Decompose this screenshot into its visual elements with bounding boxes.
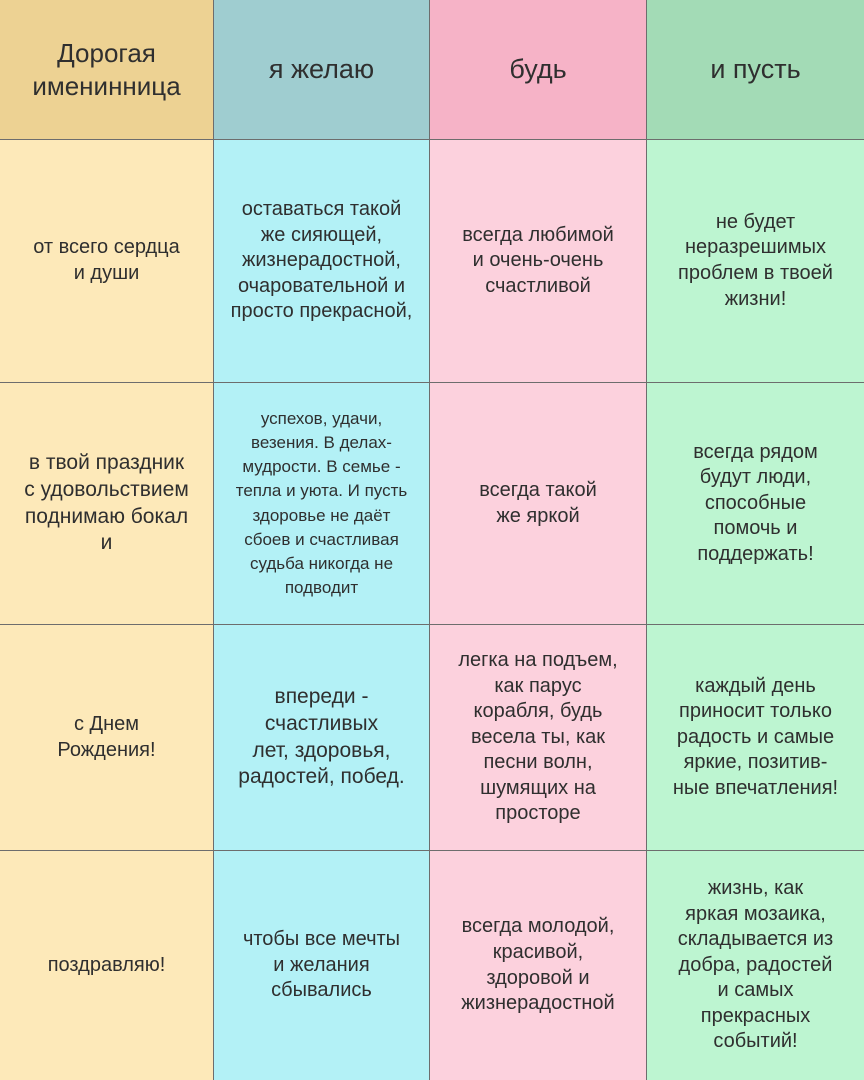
table-cell bbox=[430, 625, 647, 851]
table-cell bbox=[647, 851, 864, 1080]
cell-text: всегда такой же яркой bbox=[479, 478, 597, 527]
header-text: будь bbox=[509, 53, 567, 84]
table-cell bbox=[647, 140, 864, 383]
header-text: я желаю bbox=[268, 53, 375, 84]
cell-text: всегда молодой, красивой, здоровой и жизнерадостной bbox=[461, 915, 615, 1015]
cell-text: в твой праздник с удовольствием поднимаю бокал и bbox=[24, 450, 189, 555]
header-cell-let bbox=[647, 0, 864, 140]
cell-text: поздравляю! bbox=[47, 953, 166, 976]
cell-text: чтобы все мечты и желания сбывались bbox=[242, 928, 401, 1002]
table-cell bbox=[647, 625, 864, 851]
table-cell bbox=[214, 383, 430, 625]
cell-text: с Днем Рождения! bbox=[57, 712, 156, 761]
table-cell bbox=[0, 140, 214, 383]
header-text: и пусть bbox=[710, 53, 801, 84]
table-cell bbox=[647, 383, 864, 625]
cell-text: оставаться такой же сияющей, жизнерадостной, очаровательной и просто прекрасной, bbox=[230, 198, 413, 323]
cell-text: впереди - счастливых лет, здоровья, радостей, побед. bbox=[238, 684, 405, 789]
table-cell bbox=[214, 140, 430, 383]
table-cell bbox=[430, 140, 647, 383]
table-cell bbox=[0, 625, 214, 851]
header-cell-be bbox=[430, 0, 647, 140]
table-cell bbox=[214, 625, 430, 851]
header-cell-wish bbox=[214, 0, 430, 140]
header-text: Дорогая именинница bbox=[32, 38, 181, 101]
cell-text: от всего сердца и души bbox=[33, 236, 180, 284]
cell-text: жизнь, как яркая мозаика, складывается из добра, радостей и самых прекрасных событий! bbox=[677, 876, 834, 1053]
cell-text: всегда рядом будут люди, способные помочь и поддержать! bbox=[693, 440, 818, 565]
table-cell bbox=[214, 851, 430, 1080]
table-cell bbox=[430, 851, 647, 1080]
cell-text: успехов, удачи, везения. В делах- мудрости. В семье - тепла и уюта. И пусть здоровье не даёт сбоев и счастливая судьба никогда не подводит bbox=[235, 409, 408, 597]
cell-text: легка на подъем, как парус корабля, будь весела ты, как песни волн, шумящих на просторе bbox=[458, 648, 618, 825]
cell-text: не будет неразрешимых проблем в твоей жизни! bbox=[678, 210, 833, 310]
header-cell-addressee bbox=[0, 0, 214, 140]
table-cell bbox=[0, 851, 214, 1080]
cell-text: каждый день приносит только радость и самые яркие, позитив- ные впечатления! bbox=[672, 674, 839, 799]
table-cell bbox=[430, 383, 647, 625]
table-cell bbox=[0, 383, 214, 625]
cell-text: всегда любимой и очень-очень счастливой bbox=[462, 223, 614, 297]
